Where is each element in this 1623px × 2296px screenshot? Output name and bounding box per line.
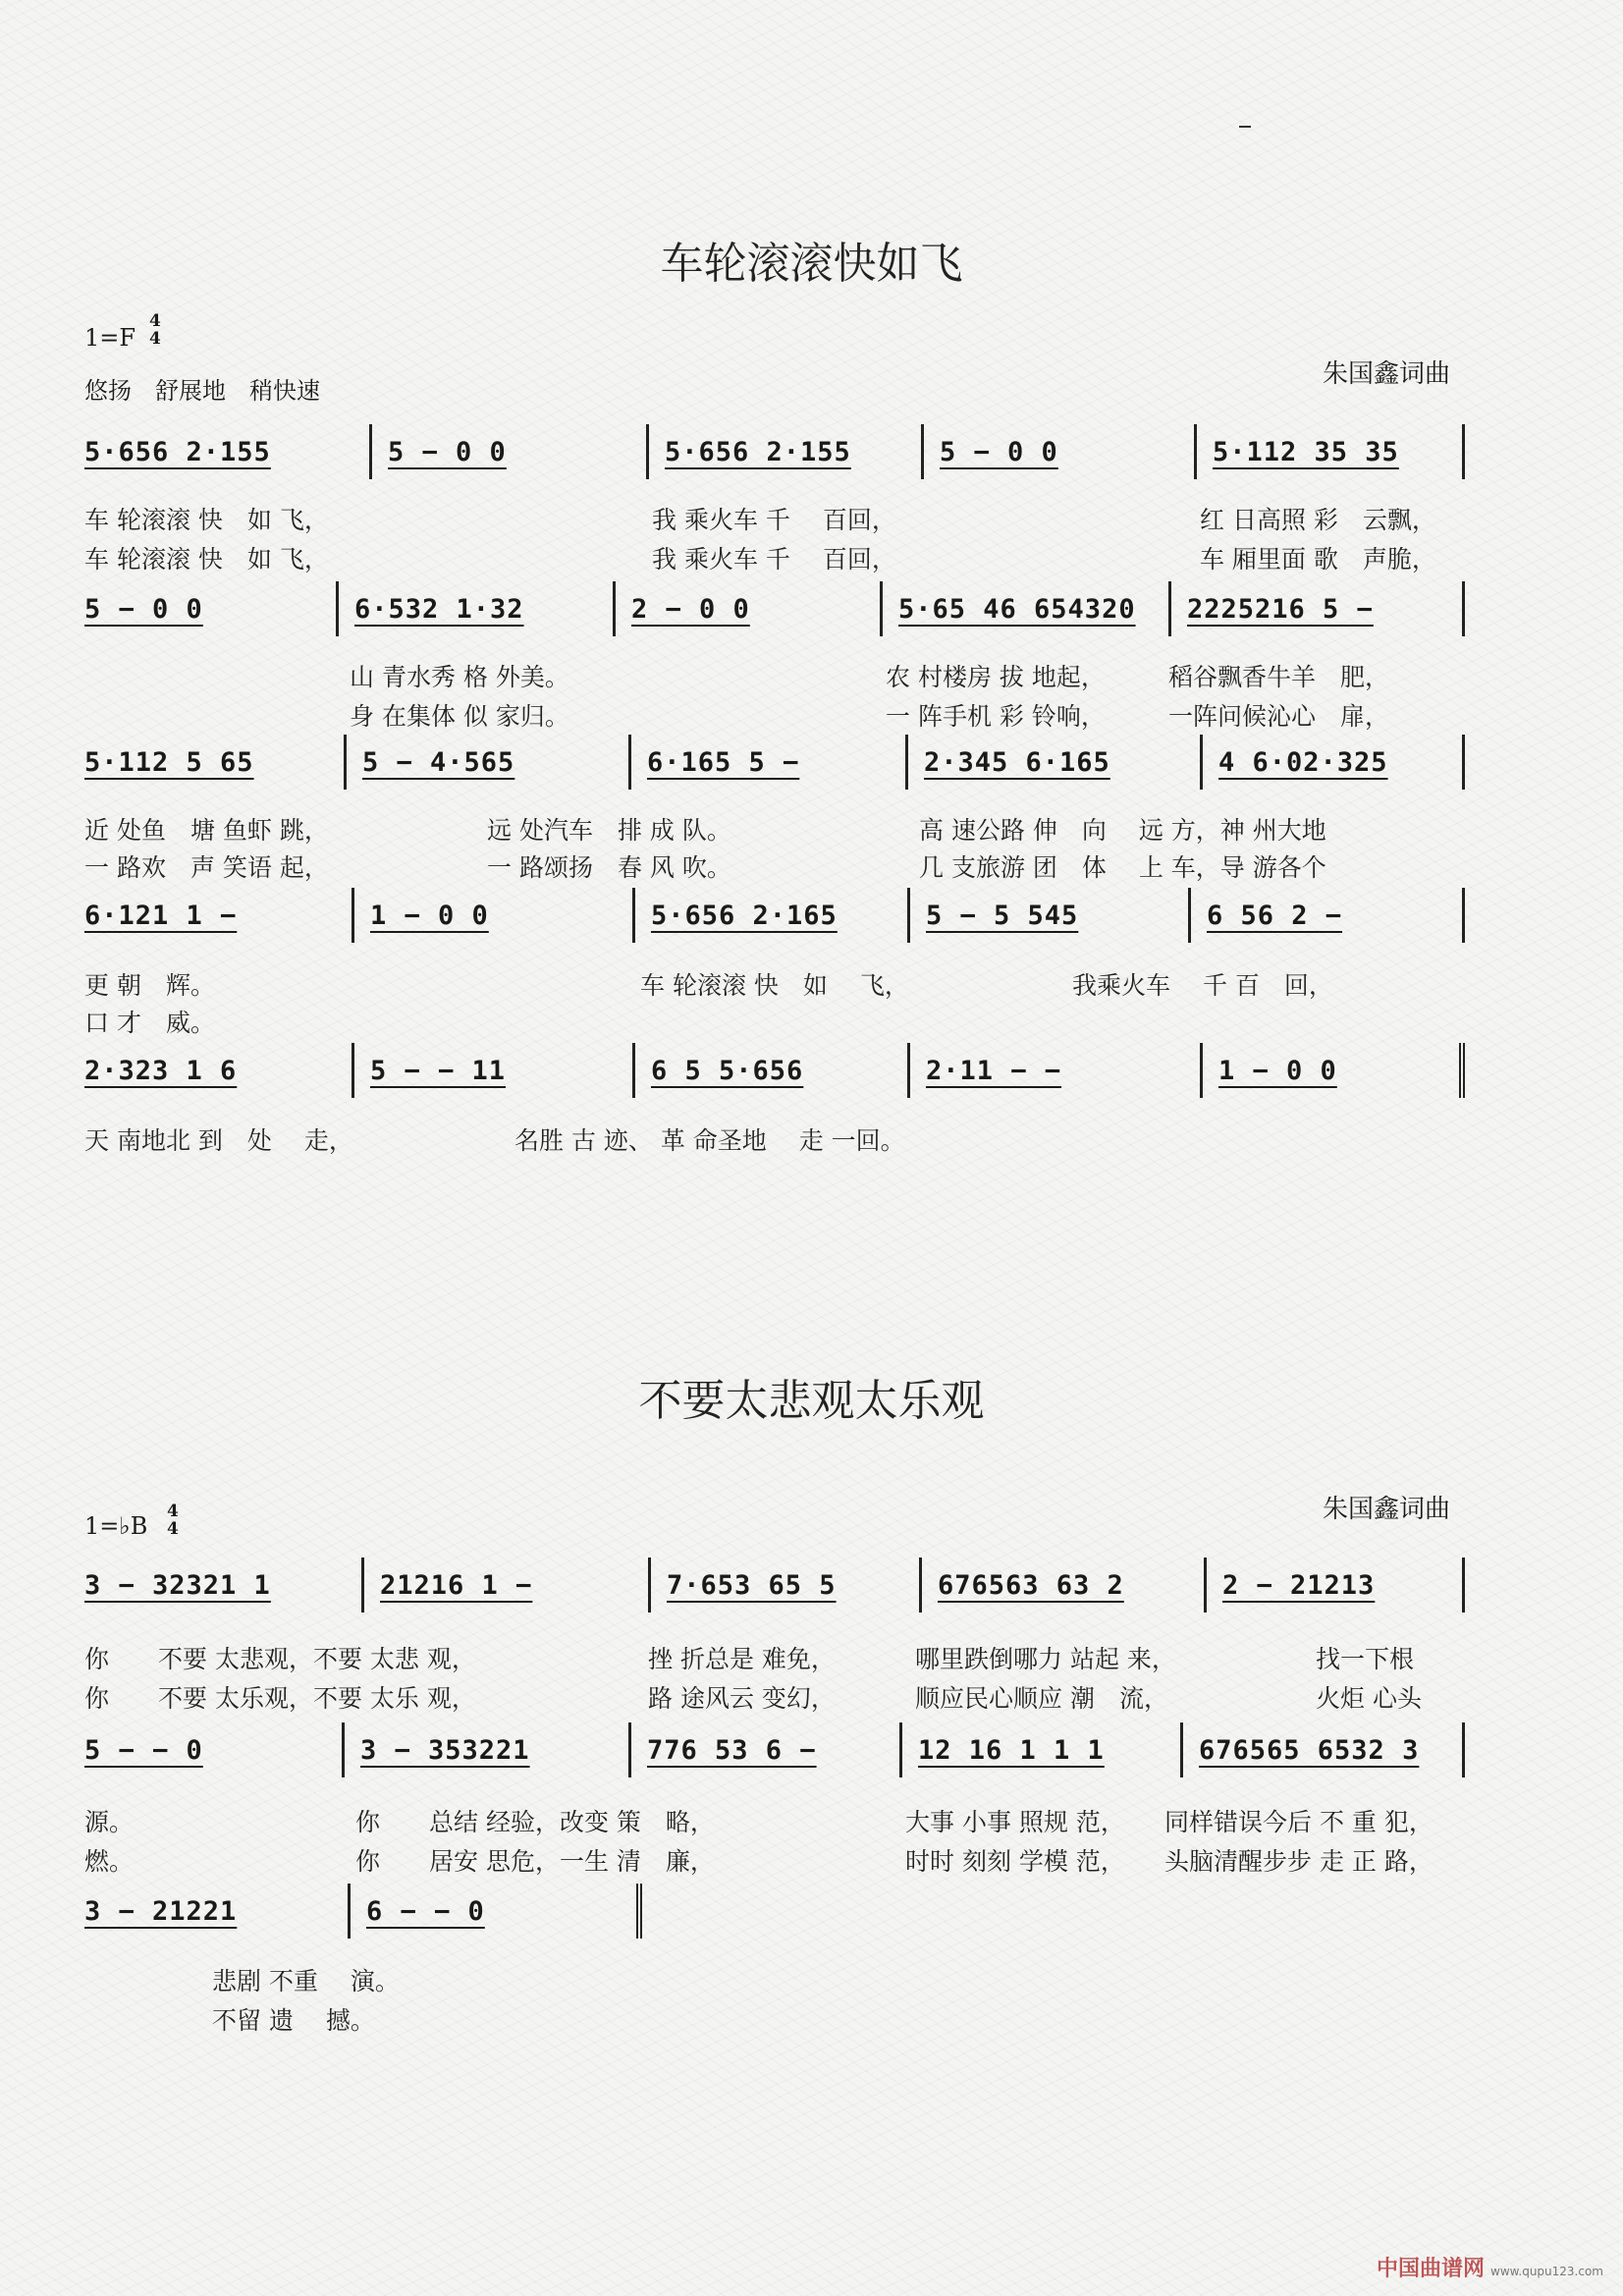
- lyrics-verse-1: [84, 1121, 1465, 1235]
- measure: 5·656 2·165: [651, 900, 838, 931]
- lyric: 哪里跌倒哪力 站起 来，: [915, 1645, 1176, 1673]
- measure: 2·323 1 6: [84, 1055, 238, 1086]
- lyric: 时时 刻刻 学模 范，: [905, 1847, 1125, 1876]
- measure: 5·65 46 654320: [898, 593, 1136, 625]
- lyric: 车 轮滚滚 快 如 飞，: [84, 545, 329, 574]
- staff-line: [84, 1884, 1465, 1939]
- lyric: 路 途风云 变幻，: [648, 1684, 836, 1713]
- lyric: 你 总结 经验，改变 策 略，: [355, 1808, 715, 1836]
- lyric: 车 轮滚滚 快 如 飞，: [640, 971, 909, 1000]
- measure: 5 − 0 0: [388, 436, 507, 467]
- measure: 776 53 6 −: [647, 1734, 817, 1766]
- measure: 6 − − 0: [366, 1895, 485, 1927]
- time-top: 4: [167, 1502, 179, 1521]
- lyric: 车 厢里面 歌 声脆，: [1200, 545, 1436, 574]
- measure: 2 − 21213: [1222, 1569, 1376, 1601]
- measure: 2 − 0 0: [631, 593, 750, 625]
- measure: 2225216 5 −: [1187, 593, 1374, 625]
- song-title: 车轮滚滚快如飞: [660, 239, 963, 289]
- measure: 6 56 2 −: [1207, 900, 1343, 931]
- measure: 6 5 5·656: [651, 1055, 804, 1086]
- lyric: 源。: [84, 1808, 135, 1836]
- lyric: 头脑清醒步步 走 正 路，: [1164, 1847, 1434, 1876]
- measure: 12 16 1 1 1: [918, 1734, 1105, 1766]
- lyric: 悲剧 不重 演。: [212, 1967, 400, 1995]
- measure: 5 − − 0: [84, 1734, 203, 1766]
- lyric: 名胜 古 迹、 革 命圣地 走 一回。: [514, 1126, 905, 1155]
- measure: 4 6·02·325: [1218, 746, 1388, 778]
- measure: 2·11 − −: [926, 1055, 1062, 1086]
- measure: 676565 6532 3: [1199, 1734, 1420, 1766]
- time-signature: [167, 1503, 179, 1538]
- key-signature: 1=F: [84, 324, 136, 352]
- lyric: 你 居安 思危，一生 清 廉，: [355, 1847, 715, 1876]
- lyric: 一 路颂扬 春 风 吹。: [487, 853, 731, 882]
- measure: 676563 63 2: [938, 1569, 1124, 1601]
- lyric: 稻谷飘香牛羊 肥，: [1168, 663, 1390, 691]
- measure: 2·345 6·165: [924, 746, 1110, 778]
- measure: 1 − 0 0: [1218, 1055, 1337, 1086]
- staff-line: [84, 424, 1465, 479]
- lyric: 找一下根: [1316, 1645, 1415, 1673]
- key-signature: 1=♭B: [84, 1512, 148, 1540]
- measure: 6·532 1·32: [354, 593, 524, 625]
- author: 朱国鑫词曲: [1322, 1495, 1450, 1524]
- measure: 5 − 0 0: [940, 436, 1058, 467]
- song-title: 不要太悲观太乐观: [638, 1376, 985, 1426]
- page-mark: [1239, 126, 1251, 128]
- lyric: 身 在集体 似 家归。: [350, 702, 569, 731]
- staff-line: [84, 1043, 1465, 1098]
- lyric: 天 南地北 到 处 走，: [84, 1126, 353, 1155]
- measure: 3 − 32321 1: [84, 1569, 271, 1601]
- measure: 5 − 0 0: [84, 593, 203, 625]
- lyric: 顺应民心顺应 潮 流，: [915, 1684, 1168, 1713]
- lyric: 近 处鱼 塘 鱼虾 跳，: [84, 816, 329, 845]
- time-top: 4: [149, 311, 161, 331]
- lyric: 更 朝 辉。: [84, 971, 215, 1000]
- lyric: 我 乘火车 千 百回，: [652, 545, 896, 574]
- lyric: 车 轮滚滚 快 如 飞，: [84, 506, 329, 534]
- lyric: 山 青水秀 格 外美。: [350, 663, 569, 691]
- time-bottom: 4: [167, 1519, 179, 1539]
- staff-line: [84, 581, 1465, 636]
- measure: 3 − 353221: [360, 1734, 530, 1766]
- measure: 6·165 5 −: [647, 746, 800, 778]
- lyric: 农 村楼房 拔 地起，: [886, 663, 1106, 691]
- lyric: 大事 小事 照规 范，: [905, 1808, 1125, 1836]
- lyric: 同样错误今后 不 重 犯，: [1164, 1808, 1434, 1836]
- lyric: 几 支旅游 团 体 上 车，导 游各个: [919, 853, 1326, 882]
- lyric: 口 才 威。: [84, 1009, 215, 1037]
- author: 朱国鑫词曲: [1322, 359, 1450, 389]
- lyric: 你 不要 太悲观，不要 太悲 观，: [84, 1645, 476, 1673]
- measure: 5 − 5 545: [926, 900, 1079, 931]
- lyric: 不留 遗 撼。: [212, 2006, 375, 2035]
- lyric: 红 日高照 彩 云飘，: [1200, 506, 1436, 534]
- watermark-brand: 中国曲谱网: [1377, 2257, 1486, 2281]
- measure: 5 − − 11: [370, 1055, 507, 1086]
- measure: 7·653 65 5: [667, 1569, 837, 1601]
- lyric: 远 处汽车 排 成 队。: [487, 816, 731, 845]
- watermark-url: www.qupu123.com: [1490, 2265, 1603, 2278]
- lyric: 一 阵手机 彩 铃响，: [886, 702, 1106, 731]
- measure: 21216 1 −: [380, 1569, 533, 1601]
- lyric: 火炬 心头: [1316, 1684, 1422, 1713]
- lyric: 我 乘火车 千 百回，: [652, 506, 896, 534]
- time-signature: [149, 312, 161, 348]
- lyric: 我乘火车 千 百 回，: [1072, 971, 1333, 1000]
- measure: 3 − 21221: [84, 1895, 238, 1927]
- time-bottom: 4: [149, 329, 161, 349]
- lyrics-verse-2: [84, 2001, 1465, 2087]
- measure: 5 − 4·565: [362, 746, 515, 778]
- lyric: 一阵问候沁心 扉，: [1168, 702, 1390, 731]
- lyric: 挫 折总是 难免，: [648, 1645, 836, 1673]
- lyric: 燃。: [84, 1847, 135, 1876]
- staff-line: [84, 735, 1465, 790]
- measure: 6·121 1 −: [84, 900, 238, 931]
- staff-line: [84, 1722, 1465, 1777]
- staff-line: [84, 1558, 1465, 1613]
- watermark: [1377, 2252, 1603, 2282]
- measure: 1 − 0 0: [370, 900, 489, 931]
- lyric: 高 速公路 伸 向 远 方，神 州大地: [919, 816, 1326, 845]
- measure: 5·112 5 65: [84, 746, 254, 778]
- tempo-marking: 悠扬 舒展地 稍快速: [84, 377, 320, 405]
- measure: 5·112 35 35: [1213, 436, 1399, 467]
- measure: 5·656 2·155: [84, 436, 271, 467]
- lyric: 你 不要 太乐观，不要 太乐 观，: [84, 1684, 476, 1713]
- staff-line: [84, 888, 1465, 943]
- measure: 5·656 2·155: [665, 436, 851, 467]
- lyric: 一 路欢 声 笑语 起，: [84, 853, 329, 882]
